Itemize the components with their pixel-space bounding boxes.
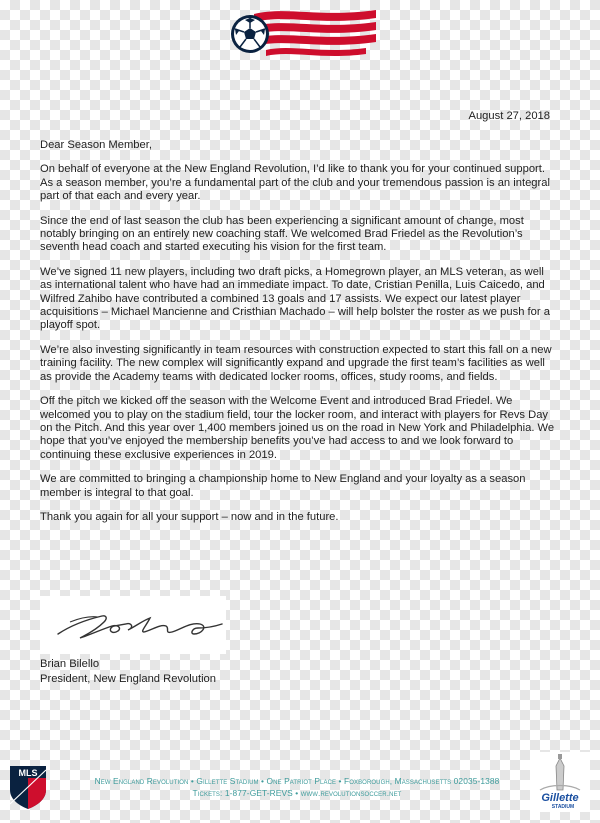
salutation: Dear Season Member, (40, 139, 152, 151)
signature-image (40, 596, 226, 654)
team-logo (226, 4, 382, 64)
signer-block (40, 657, 216, 686)
mls-logo (6, 764, 50, 810)
signature-icon (40, 596, 226, 654)
stadium-logo-brand: Gillette (541, 792, 579, 804)
revolution-flag-ball-icon (226, 4, 382, 64)
paragraph: We are committed to bringing a championship home to New England and your loyalty as a season member is integral to that goal. (40, 473, 526, 499)
signer-name: Brian Bilello (40, 658, 100, 670)
paragraph: Off the pitch we kicked off the season with the Welcome Event and introduced Brad Friedel. We welcomed you to play on the stadium field, tour the locker room, and interact with players for Revs Day on the Pitch. And this year over 1,400 members joined us on the road in New York and Philadelphia. We hope that you’ve enjoyed the membership benefits you’ve had access to and we look forward to continuing these exclusive experiences in 2019. (40, 395, 555, 461)
paragraph: On behalf of everyone at the New England Revolution, I’d like to thank you for your continued support. As a season member, you’re a fundamental part of the club and your tremendous passion is an integral part of that each and every year. (40, 163, 550, 203)
mls-logo-text: MLS (18, 768, 38, 778)
stadium-lighthouse-icon (530, 752, 590, 812)
footer-address: New England Revolution • Gillette Stadium • One Patriot Place • Foxborough, Massachusetts 02035-1388 (94, 776, 500, 786)
paragraph: We’re also investing significantly in team resources with construction expected to start this fall on a new training facility. The new complex will significantly expand and upgrade the first team’s facilities as well as provide the Academy teams with dedicated locker rooms, offices, study rooms, and fields. (40, 343, 552, 383)
footer (62, 775, 532, 799)
mls-shield-icon (6, 764, 50, 810)
letter-body (40, 139, 558, 535)
paragraph: We’ve signed 11 new players, including two draft picks, a Homegrown player, an MLS veteran, as well as international talent who have had an immediate impact. To date, Cristian Penilla, Luis Caicedo, and Wilfred Zahibo have contributed a combined 13 goals and 17 assists. We expect our latest player acquisitions – Michael Mancienne and Cristhian Machado – will help bolster the roster as we push for a playoff spot. (40, 265, 550, 332)
gillette-stadium-logo (530, 752, 590, 812)
footer-contact: Tickets: 1-877-GET-REVS • www.revolutionsoccer.net (192, 788, 402, 798)
letter-date: August 27, 2018 (468, 110, 550, 122)
stadium-logo-word: STADIUM (551, 804, 575, 810)
paragraph: Since the end of last season the club has been experiencing a significant amount of change, most notably bringing on an entirely new coaching staff. We welcomed Brad Friedel as the Revolution’s seventh head coach and started executing his vision for the first team. (40, 214, 524, 254)
paragraph: Thank you again for all your support – now and in the future. (40, 510, 339, 523)
signer-title: President, New England Revolution (40, 672, 216, 685)
